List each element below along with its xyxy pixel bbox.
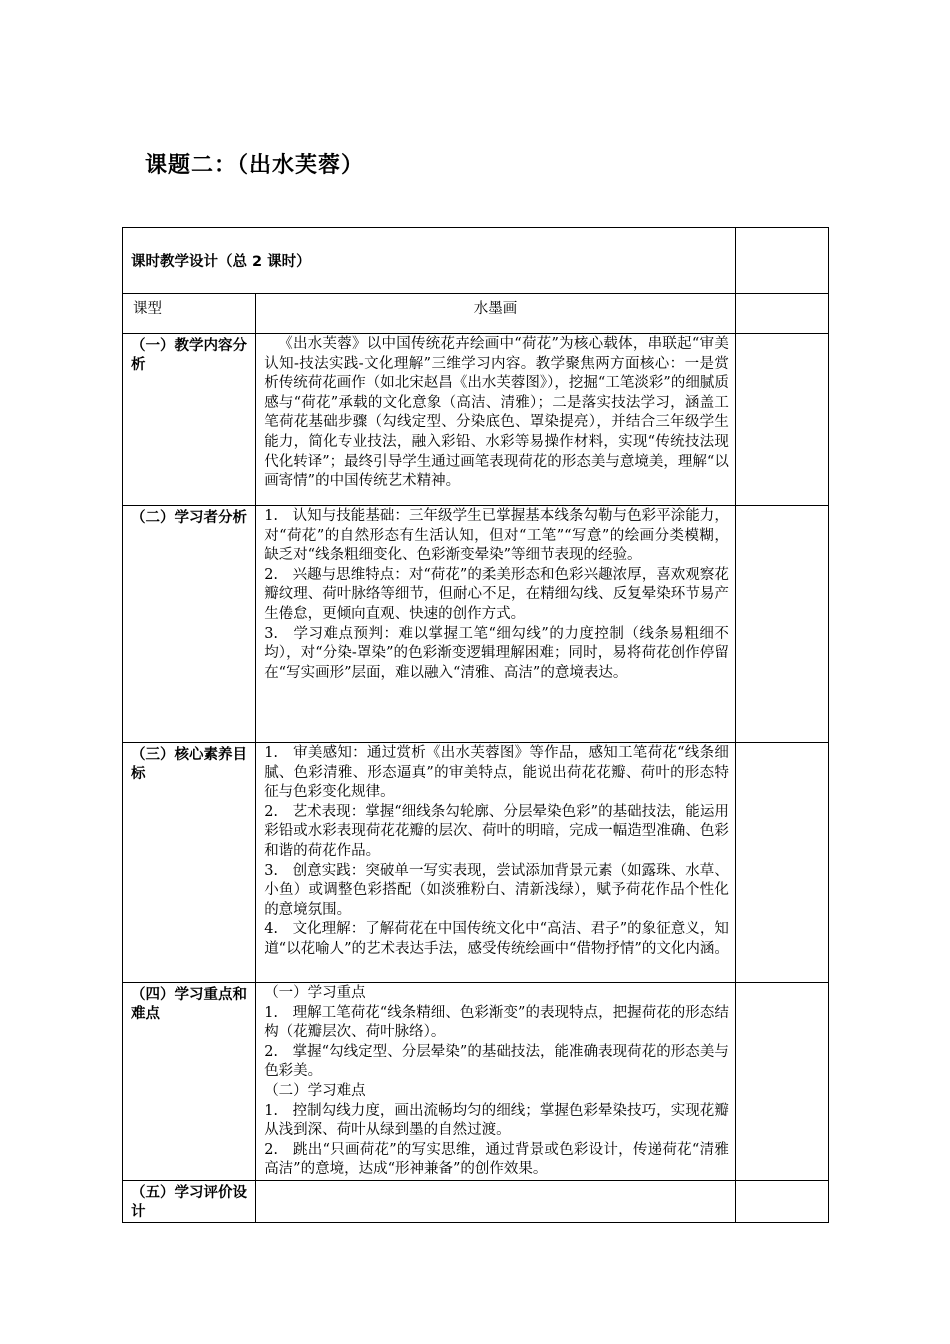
table-header: 课时教学设计（总 2 课时） (131, 254, 311, 270)
section-paragraph: 《出水芙蓉》以中国传统花卉绘画中“荷花”为核心载体，串联起“审美认知-技法实践-文化理解”三维学习内容。教学聚焦两方面核心：一是赏析传统荷花画作（如北宋赵昌《出水芙蓉图》），挖掘“工笔淡彩”的细腻质感与“荷花”承载的文化意象（高洁、清雅）；二是落实技法学习，涵盖工笔荷花基础步骤（勾线定型、分染底色、罩染提亮），并结合三年级学生能力，简化专业技法，融入彩铅、水彩等易操作材料，实现“传统技法现代化转译”；最终引导学生通过画笔表现荷花的形态美与意境美，理解“以画寄情”的中国传统艺术精神。 (264, 336, 729, 490)
section-paragraph: 1. 审美感知：通过赏析《出水芙蓉图》等作品，感知工笔荷花“线条细腻、色彩清雅、形态逼真”的审美特点，能说出荷花花瓣、荷叶的形态特征与色彩变化规律。 (264, 745, 729, 801)
section-paragraph: （一）学习重点 (264, 985, 366, 1001)
section-row-key-points (123, 983, 829, 1181)
section-paragraph: 2. 艺术表现：掌握“细线条勾轮廓、分层晕染色彩”的基础技法，能运用彩铅或水彩表现荷花花瓣的层次、荷叶的明暗，完成一幅造型准确、色彩和谐的荷花作品。 (264, 803, 729, 859)
section-paragraph: 2. 跳出“只画荷花”的写实思维，通过背景或色彩设计，传递荷花“清雅高洁”的意境，达成“形神兼备”的创作效果。 (264, 1141, 729, 1178)
section-paragraph: 1. 认知与技能基础：三年级学生已掌握基本线条勾勒与色彩平涂能力，对“荷花”的自然形态有生活认知，但对“工笔”“写意”的绘画分类模糊，缺乏对“线条粗细变化、色彩渐变晕染”等细节表现的经验。 (264, 508, 729, 564)
section-label: （四）学习重点和难点 (131, 987, 247, 1022)
section-row-content-analysis (123, 334, 829, 506)
section-label: （三）核心素养目标 (131, 747, 247, 782)
type-value: 水墨画 (473, 301, 518, 317)
header-cell (123, 228, 736, 294)
section-row-learner-analysis (123, 506, 829, 743)
section-paragraph: 3. 创意实践：突破单一写实表现，尝试添加背景元素（如露珠、水草、小鱼）或调整色彩搭配（如淡雅粉白、清新浅绿），赋予荷花作品个性化的意境氛围。 (264, 862, 729, 918)
section-paragraph: 2. 掌握“勾线定型、分层晕染”的基础技法，能准确表现荷花的形态美与色彩美。 (264, 1043, 729, 1080)
empty-cell (735, 506, 828, 743)
section-paragraph: 1. 理解工笔荷花“线条精细、色彩渐变”的表现特点，把握荷花的形态结构（花瓣层次、荷叶脉络）。 (264, 1004, 729, 1041)
section-paragraph: 1. 控制勾线力度，画出流畅均匀的细线；掌握色彩晕染技巧，实现花瓣从浅到深、荷叶从绿到墨的自然过渡。 (264, 1102, 729, 1139)
section-paragraph: 2. 兴趣与思维特点：对“荷花”的柔美形态和色彩兴趣浓厚，喜欢观察花瓣纹理、荷叶脉络等细节，但耐心不足，在精细勾线、反复晕染环节易产生倦怠，更倾向直观、快速的创作方式。 (264, 566, 729, 622)
empty-cell (735, 334, 828, 506)
section-paragraph: 3. 学习难点预判：难以掌握工笔“细勾线”的力度控制（线条易粗细不均），对“分染-罩染”的色彩渐变逻辑理解困难；同时，易将荷花创作停留在“写实画形”层面，难以融入“清雅、高洁”的意境表达。 (264, 625, 729, 681)
section-row-core-goals (123, 743, 829, 983)
page-title: 课题二：（出水芙蓉） (145, 153, 365, 178)
lesson-design-table (122, 227, 829, 1223)
empty-cell (735, 1180, 828, 1222)
section-paragraph: 4. 文化理解：了解荷花在中国传统文化中“高洁、君子”的象征意义，知道“以花喻人”的艺术表达手法，感受传统绘画中“借物抒情”的文化内涵。 (264, 921, 729, 957)
section-paragraph: （二）学习难点 (264, 1082, 366, 1099)
empty-cell (735, 294, 828, 334)
empty-cell (256, 1180, 736, 1222)
section-row-evaluation (123, 1180, 829, 1222)
section-label: （二）学习者分析 (131, 510, 247, 526)
header-row (123, 228, 829, 294)
empty-cell (735, 228, 828, 294)
type-row (123, 294, 829, 334)
section-label: （一）教学内容分析 (131, 338, 247, 373)
type-label: 课型 (133, 301, 162, 317)
empty-cell (735, 743, 828, 983)
section-label: （五）学习评价设计 (131, 1184, 247, 1220)
empty-cell (735, 983, 828, 1181)
